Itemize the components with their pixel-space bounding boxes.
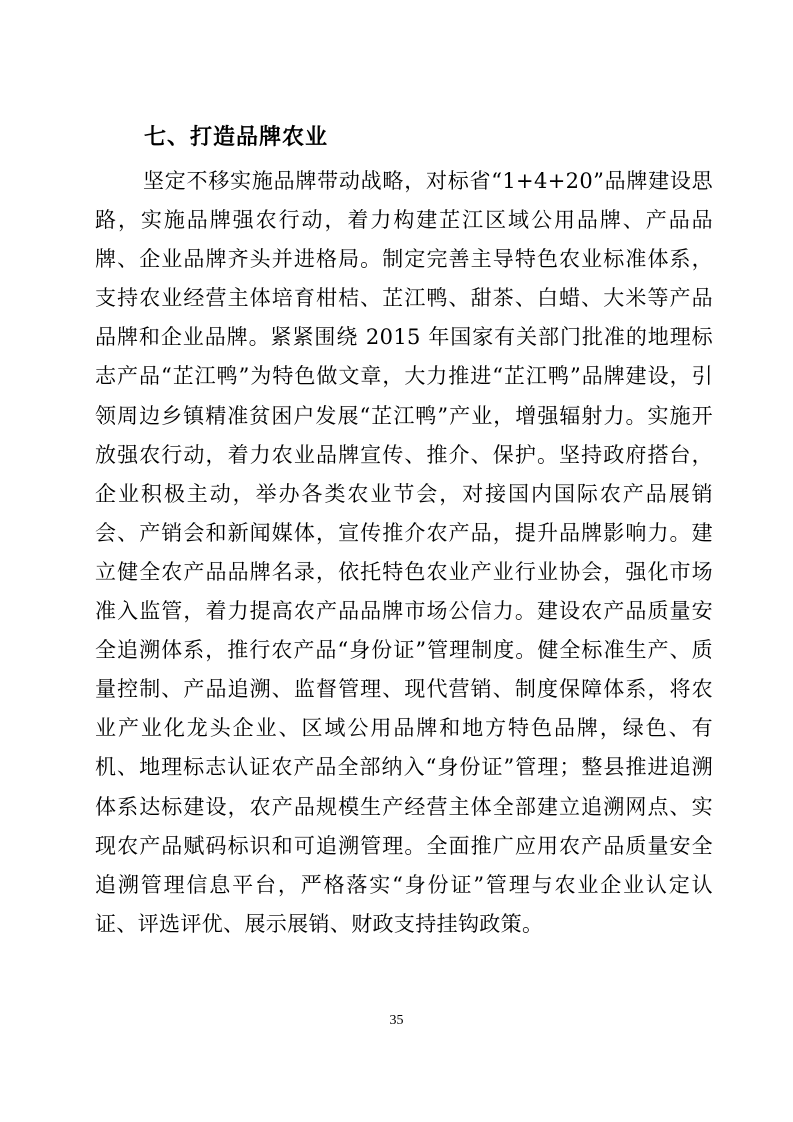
section-heading: 七、打造品牌农业 <box>144 125 329 150</box>
page-number: 35 <box>389 1013 404 1028</box>
section-paragraph: 坚定不移实施品牌带动战略，对标省“1+4+20”品牌建设思路，实施品牌强农行动，着力构建芷江区域公用品牌、产品品牌、企业品牌齐头并进格局。制定完善主导特色农业标准体系，支持农业经营主体培育柑桔、芷江鸭、甜茶、白蜡、大米等产品品牌和企业品牌。紧紧围绕 2015 年国家有关部门批准的地理标志产品“芷江鸭”为特色做文章，大力推进“芷江鸭”品牌建设，引领周边乡镇精准贫困户发展“芷江鸭”产业，增强辐射力。实施开放强农行动，着力农业品牌宣传、推介、保护。坚持政府搭台，企业积极主动，举办各类农业节会，对接国内国际农产品展销会、产销会和新闻媒体，宣传推介农产品，提升品牌影响力。建立健全农产品品牌名录，依托特色农业产业行业协会，强化市场准入监管，着力提高农产品品牌市场公信力。建设农产品质量安全追溯体系，推行农产品“身份证”管理制度。健全标准生产、质量控制、产品追溯、监督管理、现代营销、制度保障体系，将农业产业化龙头企业、区域公用品牌和地方特色品牌，绿色、有机、地理标志认证农产品全部纳入“身份证”管理；整县推进追溯体系达标建设，农产品规模生产经营主体全部建立追溯网点、实现农产品赋码标识和可追溯管理。全面推广应用农产品质量安全追溯管理信息平台，严格落实“身份证”管理与农业企业认定认证、评选评优、展示展销、财政支持挂钩政策。 <box>95 169 713 936</box>
